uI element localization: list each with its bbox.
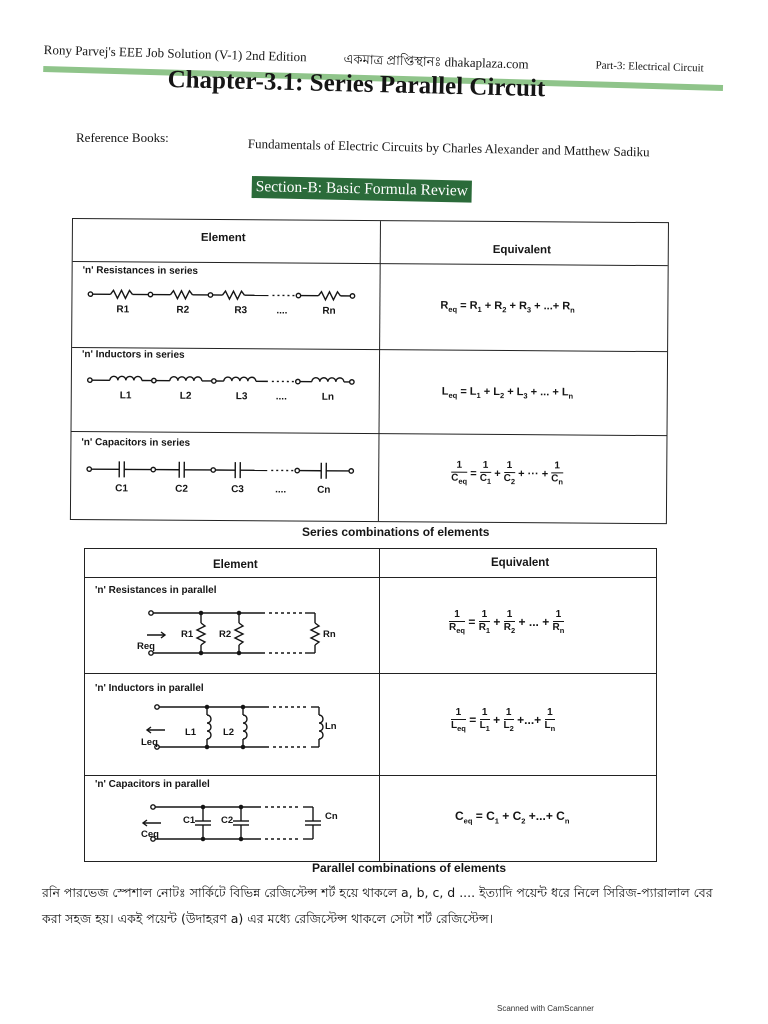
formula-leq-series: $L_{eq} = L_1 + L_2 + L_3$ + ... + $L_n$ xyxy=(441,385,574,401)
formula-req-series: $R_{eq} = R_1 + R_2 + R_3$ + ...+ $R_n$ xyxy=(440,299,575,315)
stockist: একমাত্র প্রাপ্তিস্থানঃ dhakaplaza.com xyxy=(343,51,529,72)
reference-text: Fundamentals of Electric Circuits by Charles Alexander and Matthew Sadiku xyxy=(247,136,650,160)
equivalent-label: Leq xyxy=(141,737,158,748)
formula-req-parallel: $\frac{1}{R_{eq}}$ = $\frac{1}{R_1}$ + $\frac{1}{R_2}$ + ... + $\frac{1}{R_n}$ xyxy=(449,609,565,635)
header-element: Element xyxy=(213,559,258,571)
table-divider xyxy=(378,221,381,521)
component-label: C2 xyxy=(221,815,234,826)
formula-ceq-parallel: $C_{eq} = C_1 + C_2$ +...+ $C_n$ xyxy=(455,809,570,826)
component-label: Ln xyxy=(321,391,335,403)
component-label: L2 xyxy=(179,390,192,402)
section-banner: Section-B: Basic Formula Review xyxy=(252,176,473,203)
special-note: রনি পারভেজ স্পেশাল নোটঃ সার্কিটে বিভিন্ন রেজিস্টেন্স শর্ট হয়ে থাকলে a, b, c, d .... ইত্যাদি পয়েন্ট ধরে নিলে সিরিজ-প্যারালাল বের করা সহজ হয়। একই পয়েন্ট (উদাহরণ a) এর মধ্যে রেজিস্টেন্স থাকলে সেটা শর্ট রেজিস্টেন্স। xyxy=(42,885,713,926)
row-label: 'n' Inductors in series xyxy=(82,349,185,361)
parallel-table xyxy=(84,548,657,862)
component-label: R3 xyxy=(234,305,248,317)
header-element: Element xyxy=(200,231,246,245)
equivalent-label: Ceq xyxy=(141,829,159,840)
component-label: Ln xyxy=(325,721,337,732)
equivalent-label: Req xyxy=(137,641,155,652)
page-title: Chapter-3.1: Series Parallel Circuit xyxy=(167,66,546,103)
ellipsis-label: .... xyxy=(275,484,287,496)
capacitor-parallel-circuit xyxy=(85,549,385,869)
row-label: 'n' Resistances in parallel xyxy=(95,585,217,596)
component-label: L2 xyxy=(223,727,235,738)
component-label: L3 xyxy=(235,391,248,403)
formula-leq-parallel: $\frac{1}{L_{eq}}$ = $\frac{1}{L_1}$ + $\frac{1}{L_2}$ +...+ $\frac{1}{L_n}$ xyxy=(451,707,556,733)
scanner-watermark: Scanned with CamScanner xyxy=(497,1004,594,1013)
header-equivalent: Equivalent xyxy=(492,243,551,257)
component-label: L1 xyxy=(185,727,197,738)
series-table xyxy=(70,218,669,524)
component-label: L1 xyxy=(119,390,132,402)
component-label: Cn xyxy=(325,811,338,822)
row-label: 'n' Capacitors in parallel xyxy=(95,779,210,790)
ellipsis-label: .... xyxy=(275,391,287,403)
component-label: C1 xyxy=(183,815,196,826)
component-label: R1 xyxy=(181,629,194,640)
component-label: R2 xyxy=(219,629,232,640)
component-label: Cn xyxy=(317,484,331,496)
component-label: R2 xyxy=(176,304,190,316)
series-caption: Series combinations of elements xyxy=(302,525,490,539)
book-title: Rony Parvej's EEE Job Solution (V-1) 2nd Edition xyxy=(43,42,307,65)
capacitor-series-circuit xyxy=(71,219,373,521)
component-label: Rn xyxy=(322,305,336,317)
component-label: C2 xyxy=(175,483,188,495)
component-label: Rn xyxy=(323,629,336,640)
header-equivalent: Equivalent xyxy=(491,557,550,569)
row-label: 'n' Resistances in series xyxy=(82,265,199,277)
reference-label: Reference Books: xyxy=(76,130,169,145)
formula-ceq-series: $\frac{1}{C_{eq}}$ = $\frac{1}{C_1}$ + $\frac{1}{C_2}$ + ··· + $\frac{1}{C_n}$ xyxy=(451,459,563,487)
row-label: 'n' Inductors in parallel xyxy=(95,683,204,694)
component-label: R1 xyxy=(116,304,130,316)
parallel-caption: Parallel combinations of elements xyxy=(312,861,507,875)
component-label: C3 xyxy=(231,484,244,496)
row-label: 'n' Capacitors in series xyxy=(81,437,191,449)
component-label: C1 xyxy=(115,483,128,495)
ellipsis-label: .... xyxy=(276,305,288,317)
part-label: Part-3: Electrical Circuit xyxy=(595,59,704,75)
